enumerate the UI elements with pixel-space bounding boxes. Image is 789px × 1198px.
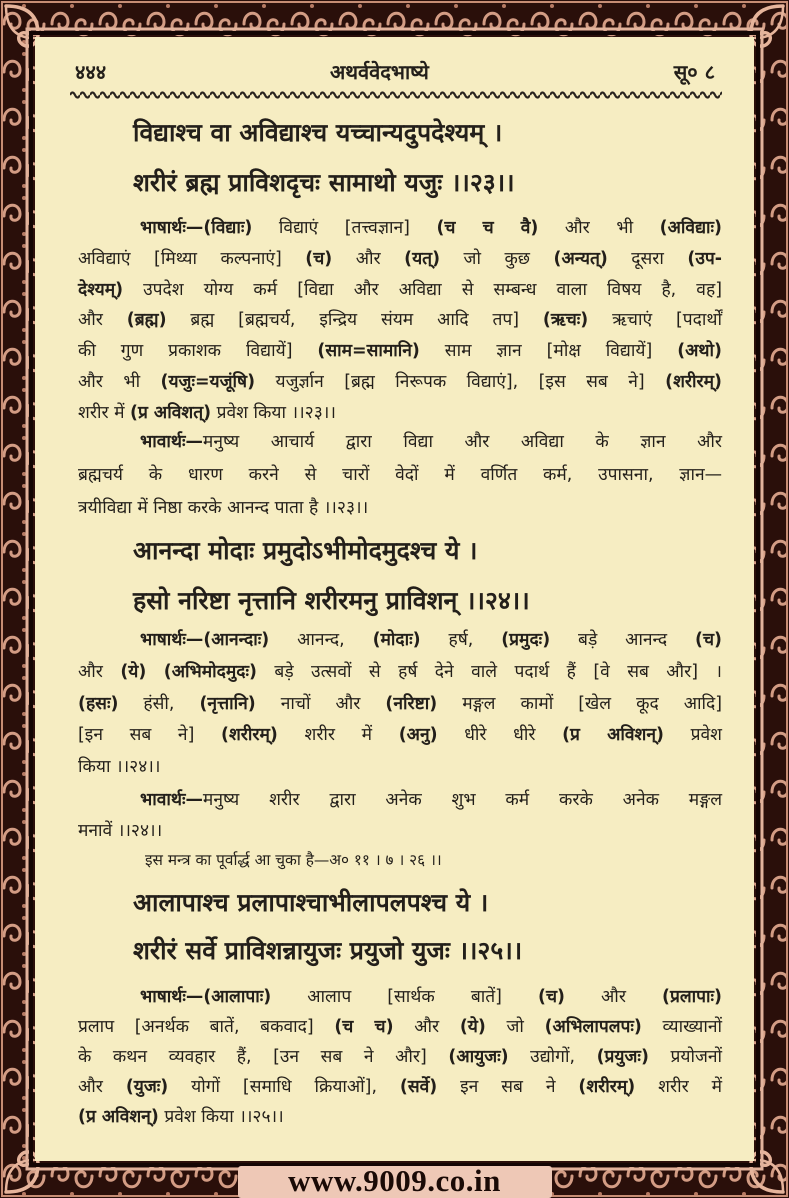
sanskrit-term: (प्र अविशन्): [562, 725, 664, 746]
bhavartha-line: [78, 785, 722, 816]
sanskrit-term: (युजः): [125, 1077, 169, 1097]
sanskrit-term: (आलापाः): [203, 987, 272, 1007]
sanskrit-term: (ये): [459, 1017, 486, 1037]
bhavartha-line: ब्रह्मचर्य के धारण करने से चारों वेदों में वर्णित कर्म, उपासना, ज्ञान—: [78, 465, 722, 485]
sanskrit-term: (प्रमुदः): [501, 630, 551, 650]
bhavartha-line: त्रयीविद्या में निष्ठा करके आनन्द पाता है ।।२३।।: [78, 498, 369, 518]
sanskrit-term: (अन्यत्): [553, 248, 608, 269]
bhashartha-line: [इन सब ने] (शरीरम्) शरीर में (अनु) धीरे धीरे (प्र अविशन्) प्रवेश: [78, 725, 722, 746]
sanskrit-term: (नृत्तानि): [199, 693, 256, 714]
bhashartha-line: शरीर में (प्र अविशत्) प्रवेश किया ।।२३।।: [78, 402, 336, 423]
bhashartha-25: [78, 982, 722, 1132]
mantra-line: विद्याश्च वा अविद्याश्च यच्चान्यदुपदेश्यम् ।: [133, 118, 503, 147]
sanskrit-term: (ऋचः): [542, 310, 589, 331]
bhashartha-24: [78, 625, 722, 784]
bhashartha-23: [78, 213, 722, 429]
website-footer: www.9009.co.in: [288, 1163, 501, 1198]
bhavartha-line: [78, 426, 722, 459]
sukta-number: सू० ८: [673, 60, 715, 84]
sanskrit-term: (शरीरम्): [578, 1077, 636, 1097]
bhashartha-text: (आलापाः) आलाप [सार्थक बातें] (च) और (प्रलापाः): [203, 987, 722, 1007]
bhashartha-line: और (ब्रह्म) ब्रह्म [ब्रह्मचर्य, इन्द्रिय संयम आदि तप] (ऋचः) ऋचाएं [पदार्थों: [78, 310, 722, 331]
bhavartha-label: भावार्थः—: [140, 432, 203, 452]
bhashartha-line: के कथन व्यवहार हैं, [उन सब ने और] (आयुजः) उद्योगों, (प्रयुजः) प्रयोजनों: [78, 1047, 723, 1067]
sanskrit-term: (हसः): [78, 693, 119, 714]
sanskrit-term: (शरीरम्): [221, 725, 278, 746]
cross-reference-note: [145, 847, 722, 873]
page-number: ४४४: [75, 60, 107, 84]
bhashartha-line: (प्र अविशन्) प्रवेश किया ।।२५।।: [78, 1107, 284, 1127]
sanskrit-term: (च): [305, 248, 333, 269]
bhashartha-line: (हसः) हंसी, (नृत्तानि) नाचों और (नरिष्टा) मङ्गल कामों [खेल कूद आदि]: [78, 693, 722, 714]
sanskrit-term: (प्र अविशन्): [78, 1107, 159, 1127]
mantra-line: शरीरं ब्रह्म प्राविशदृचः सामाथो यजुः ।।२३।।: [133, 168, 515, 197]
bhashartha-line: किया ।।२४।।: [78, 757, 161, 777]
bhashartha-line: और (युजः) योगों [समाधि क्रियाओं], (सर्वे) इन सब ने (शरीरम्) शरीर में: [78, 1077, 722, 1097]
book-title: अथर्ववेदभाष्ये: [330, 60, 429, 84]
sanskrit-term: (आनन्दाः): [203, 630, 270, 650]
sanskrit-term: (नरिष्टा): [385, 693, 438, 714]
bhashartha-label: भाषार्थः—: [140, 218, 204, 238]
mantra-25: [133, 879, 722, 975]
sanskrit-term: (यत्): [404, 248, 441, 269]
bhavartha-label: भावार्थः—: [140, 790, 203, 810]
bhavartha-24: [78, 785, 722, 847]
bhashartha-line: की गुण प्रकाशक विद्यायें] (साम=सामानि) साम ज्ञान [मोक्ष विद्यायें] (अथो): [78, 341, 722, 362]
sanskrit-term: (आयुजः): [448, 1047, 509, 1067]
mantra-line: आनन्दा मोदाः प्रमुदोऽभीमोदमुदश्च ये ।: [133, 536, 478, 565]
sanskrit-term: (उप-: [687, 248, 722, 269]
sanskrit-term: (च च): [334, 1017, 394, 1037]
sanskrit-term: (प्रयुजः): [596, 1047, 649, 1067]
mantra-23: [133, 108, 722, 208]
bhashartha-line: देश्यम्) उपदेश योग्य कर्म [विद्या और अविद्या से सम्बन्ध वाला विषय है, वह]: [78, 279, 722, 300]
sanskrit-term: (साम=सामानि): [317, 341, 420, 362]
mantra-line: शरीरं सर्वे प्राविशन्नायुजः प्रयुजो युजः ।।२५।।: [133, 936, 523, 965]
header-rule: [70, 89, 722, 101]
sanskrit-term: (प्र अविशत्): [130, 402, 212, 423]
sanskrit-term: (ये): [120, 661, 147, 682]
sanskrit-term: (मोदाः): [372, 630, 421, 650]
sanskrit-term: (च च वै): [436, 218, 539, 238]
bhashartha-line: [78, 213, 722, 244]
bhavartha-text: मनुष्य आचार्य द्वारा विद्या और अविद्या के ज्ञान और: [202, 432, 722, 452]
wavy-line: [70, 89, 722, 101]
sanskrit-term: (च): [538, 987, 565, 1007]
bhashartha-text: (आनन्दाः) आनन्द, (मोदाः) हर्ष, (प्रमुदः) बड़े आनन्द (च): [203, 630, 722, 650]
bhashartha-line: और भी (यजुः=यजूंषि) यजुर्ज्ञान [ब्रह्म निरूपक विद्याएं], [इस सब ने] (शरीरम्): [78, 371, 722, 392]
sanskrit-term: (यजुः=यजूंषि): [160, 371, 256, 392]
bhavartha-23: [78, 426, 722, 525]
sanskrit-term: देश्यम्): [78, 279, 124, 300]
sanskrit-term: (अनु): [398, 725, 438, 746]
sanskrit-term: (ब्रह्म): [126, 310, 167, 331]
mantra-line: आलापाश्च प्रलापाश्चाभीलापलपश्च ये ।: [133, 888, 489, 917]
sanskrit-term: (अभिमोदमुदः): [163, 661, 257, 682]
note-line: इस मन्त्र का पूर्वार्द्ध आ चुका है—अ० ११ । ७ । २६ ।।: [145, 851, 442, 869]
sanskrit-term: (प्रलापाः): [662, 987, 722, 1007]
bhavartha-text: मनुष्य शरीर द्वारा अनेक शुभ कर्म करके अनेक मङ्गल: [202, 790, 722, 810]
bhavartha-line: मनावें ।।२४।।: [78, 821, 163, 841]
sanskrit-term: (अविद्याः): [659, 218, 723, 238]
bhashartha-label: भाषार्थः—: [140, 630, 204, 650]
sanskrit-term: (अभिलापलपः): [544, 1017, 642, 1037]
bhashartha-line: अविद्याएं [मिथ्या कल्पनाएं] (च) और (यत्) जो कुछ (अन्यत्) दूसरा (उप-: [78, 248, 722, 269]
sanskrit-term: (सर्वे): [399, 1077, 438, 1097]
bhashartha-line: [78, 625, 722, 657]
sanskrit-term: (अथो): [677, 341, 722, 362]
mantra-24: [133, 526, 722, 626]
bhashartha-text: (विद्याः) विद्याएं [तत्त्वज्ञान] (च च वै) और भी (अविद्याः): [203, 218, 723, 238]
sanskrit-term: (विद्याः): [203, 218, 253, 238]
bhashartha-label: भाषार्थः—: [140, 987, 204, 1007]
sanskrit-term: (शरीरम्): [665, 371, 722, 392]
mantra-line: हसो नरिष्टा नृत्तानि शरीरमनु प्राविशन् ।।२४।।: [133, 586, 530, 615]
bhashartha-line: और (ये) (अभिमोदमुदः) बड़े उत्सवों से हर्ष देने वाले पदार्थ हैं [वे सब और] ।: [78, 661, 723, 682]
bhashartha-line: प्रलाप [अनर्थक बातें, बकवाद] (च च) और (ये) जो (अभिलापलपः) व्याख्यानों: [78, 1017, 722, 1037]
bhashartha-line: [78, 982, 722, 1012]
sanskrit-term: (च): [695, 630, 722, 650]
